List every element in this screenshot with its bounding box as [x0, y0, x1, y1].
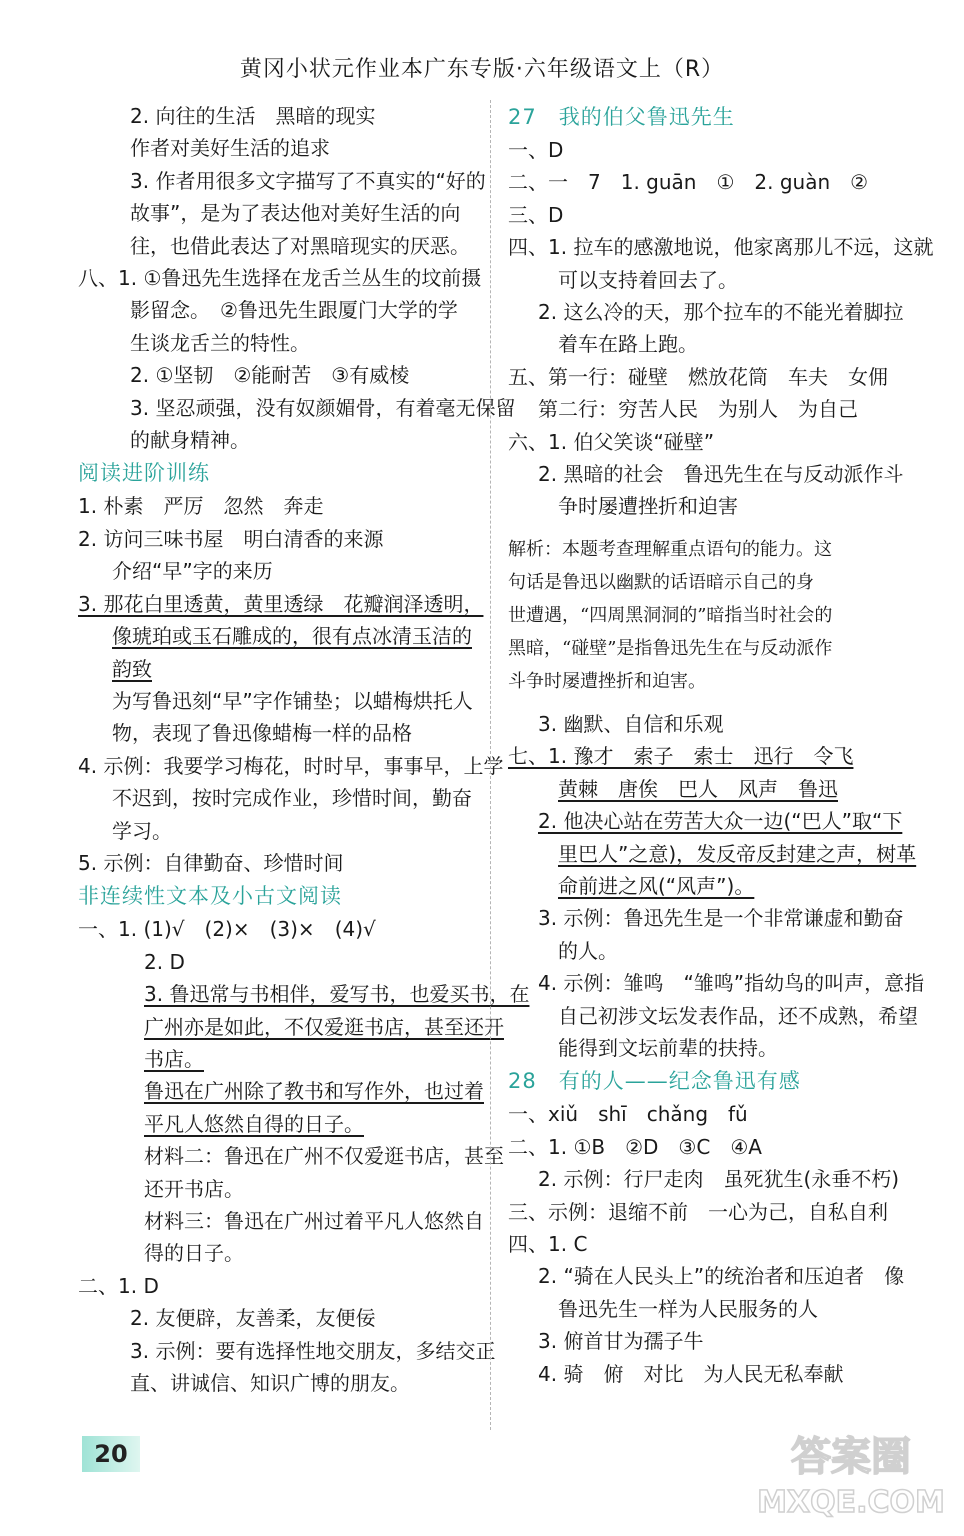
answer-line: 不迟到，按时完成作业，珍惜时间，勤奋: [112, 786, 472, 811]
answer-line: 直、讲诚信、知识广博的朋友。: [130, 1371, 410, 1396]
answer-line: 一、xiǔ shī chǎng fǔ: [508, 1102, 748, 1127]
answer-line: 鲁迅先生一样为人民服务的人: [558, 1296, 818, 1321]
spacer: [508, 523, 918, 533]
answer-line: 四、1. C: [508, 1231, 588, 1256]
answer-line: 4. 示例：雏鸣 “雏鸣”指幼鸟的叫声，意指: [538, 971, 925, 996]
answer-line: 争时屡遭挫折和迫害: [558, 494, 738, 519]
answer-line: 介绍“早”字的来历: [112, 559, 273, 584]
answer-line: 2. 示例：行尸走肉 虽死犹生(永垂不朽): [538, 1167, 900, 1192]
answer-line: 2. 向往的生活 黑暗的现实: [130, 104, 376, 128]
answer-line: 作者对美好生活的追求: [130, 136, 330, 161]
answer-line: 三、D: [508, 202, 564, 227]
answer-line: 2. D: [144, 949, 185, 974]
page-number: 20: [82, 1436, 140, 1472]
answer-line: 可以支持着回去了。: [558, 267, 738, 292]
answer-line: 2. 访问三味书屋 明白清香的来源: [78, 526, 384, 551]
answer-line: 书店。: [144, 1046, 204, 1071]
answer-line: 往，也借此表达了对黑暗现实的厌恶。: [130, 233, 470, 258]
answer-line: 像琥珀或玉石雕成的，很有点冰清玉洁的: [112, 624, 472, 649]
answer-line: 3. 作者用很多文字描写了不真实的“好的: [130, 168, 486, 193]
answer-line: 得的日子。: [144, 1241, 244, 1266]
right-answer-column: [508, 100, 934, 1390]
answer-line: 物，表现了鲁迅像蜡梅一样的品格: [112, 721, 412, 746]
page-header: 黄冈小状元作业本广东专版·六年级语文上（R）: [239, 57, 725, 82]
answer-line: 鲁迅在广州除了教书和写作外，也过着: [144, 1079, 484, 1104]
svg-text:MXQE.COM: MXQE.COM: [757, 1485, 945, 1520]
analysis-note-line: 世遭遇，“四周黑洞洞的”暗指当时社会的: [508, 604, 833, 626]
analysis-note-line: 解析：本题考查理解重点语句的能力。这: [508, 538, 832, 560]
answer-line: 五、第一行：碰壁 燃放花筒 车夫 女佣: [508, 364, 888, 389]
answer-line: 3. 坚忍顽强，没有奴颜媚骨，有着毫无保留: [130, 395, 516, 420]
answer-line: 学习。: [112, 818, 172, 843]
answer-line: 一、D: [508, 138, 564, 162]
answer-line: 的献身精神。: [130, 428, 250, 453]
answer-line: 自己初涉文坛发表作品，还不成熟，希望: [558, 1003, 918, 1028]
answer-line: 2. 黑暗的社会 鲁迅先生在与反动派作斗: [538, 462, 904, 487]
answer-line: 材料二：鲁迅在广州不仅爱逛书店，甚至: [144, 1144, 504, 1169]
answer-line: 二、一 7 1. guān ① 2. guàn ②: [508, 170, 869, 195]
answer-line: 3. 示例：要有选择性地交朋友，多结交正: [130, 1338, 496, 1363]
answer-line: 2. 他决心站在劳苦大众一边(“巴人”取“下: [538, 809, 903, 834]
answer-line: 3. 幽默、自信和乐观: [538, 711, 724, 736]
section-heading: 27 我的伯父鲁迅先生: [508, 105, 735, 129]
answer-line: 影留念。 ②鲁迅先生跟厦门大学的学: [130, 298, 458, 323]
svg-text:答案圈: 答案圈: [791, 1434, 911, 1480]
left-answer-column: [78, 100, 530, 1399]
section-heading: 28 有的人——纪念鲁迅有感: [508, 1069, 801, 1094]
answer-line: 2. “骑在人民头上”的统治者和压迫者 像: [538, 1264, 905, 1289]
answer-line: 3. 俯首甘为孺子牛: [538, 1329, 704, 1354]
answer-line: 七、1. 豫才 索子 索士 迅行 令飞: [508, 744, 854, 769]
answer-line: 的人。: [558, 938, 618, 963]
answer-line: 3. 那花白里透黄，黄里透绿 花瓣润泽透明，: [78, 591, 484, 616]
answer-line: 2. 友便辟，友善柔，友便佞: [130, 1306, 376, 1331]
answer-line: 四、1. 拉车的感激地说，他家离那儿不远，这就: [508, 235, 934, 260]
column-divider: [490, 100, 491, 1430]
answer-line: 1. 朴素 严厉 忽然 奔走: [78, 494, 324, 519]
answer-line: 生谈龙舌兰的特性。: [130, 330, 310, 355]
analysis-note-line: 句话是鲁迅以幽默的话语暗示自己的身: [508, 571, 814, 593]
answer-line: 命前进之风(“风声”)。: [558, 873, 755, 898]
analysis-note-line: 黑暗，“碰壁”是指鲁迅先生在与反动派作: [508, 637, 833, 659]
answer-line: 里巴人”之意)，发反帝反封建之声，树革: [558, 841, 917, 866]
answer-line: 材料三：鲁迅在广州过着平凡人悠然自: [144, 1209, 484, 1233]
answer-line: 广州亦是如此，不仅爱逛书店，甚至还开: [144, 1014, 504, 1039]
answer-line: 第二行：穷苦人民 为别人 为自己: [538, 397, 858, 422]
answer-line: 故事”，是为了表达他对美好生活的向: [130, 201, 461, 226]
section-heading: 阅读进阶训练: [78, 461, 210, 486]
answer-line: 3. 鲁迅常与书相伴，爱写书，也爱买书，在: [144, 982, 530, 1007]
answer-line: 2. ①坚韧 ②能耐苦 ③有威棱: [130, 363, 410, 388]
answer-line: 5. 示例：自律勤奋、珍惜时间: [78, 850, 344, 875]
answer-line: 二、1. ①B ②D ③C ④A: [508, 1134, 762, 1159]
answer-line: 为写鲁迅刻“早”字作铺垫；以蜡梅烘托人: [112, 688, 473, 713]
watermark-logo: [756, 1422, 946, 1522]
answer-line: 平凡人悠然自得的日子。: [144, 1111, 364, 1136]
answer-line: 六、1. 伯父笑谈“碰壁”: [508, 429, 715, 454]
answer-line: 黄棘 唐俟 巴人 风声 鲁迅: [558, 776, 838, 801]
answer-line: 韵致: [112, 656, 152, 681]
answer-line: 八、1. ①鲁迅先生选择在龙舌兰丛生的坟前摄: [78, 266, 482, 291]
answer-line: 还开书店。: [144, 1176, 244, 1201]
answer-line: 3. 示例：鲁迅先生是一个非常谦虚和勤奋: [538, 906, 904, 931]
section-heading: 非连续性文本及小古文阅读: [78, 884, 342, 909]
answer-line: 2. 这么冷的天，那个拉车的不能光着脚拉: [538, 300, 904, 325]
answer-line: 二、1. D: [78, 1273, 159, 1298]
answer-line: 能得到文坛前辈的扶持。: [558, 1035, 778, 1060]
analysis-note-line: 斗争时屡遭挫折和迫害。: [508, 670, 706, 692]
answer-line: 一、1. (1)√ (2)× (3)× (4)√: [78, 917, 376, 942]
spacer: [508, 698, 918, 708]
answer-line: 三、示例：退缩不前 一心为己，自私自利: [508, 1199, 888, 1224]
answer-line: 4. 骑 俯 对比 为人民无私奉献: [538, 1361, 844, 1386]
answer-line: 着车在路上跑。: [558, 332, 698, 357]
answer-line: 4. 示例：我要学习梅花，时时早，事事早，上学: [78, 753, 504, 778]
